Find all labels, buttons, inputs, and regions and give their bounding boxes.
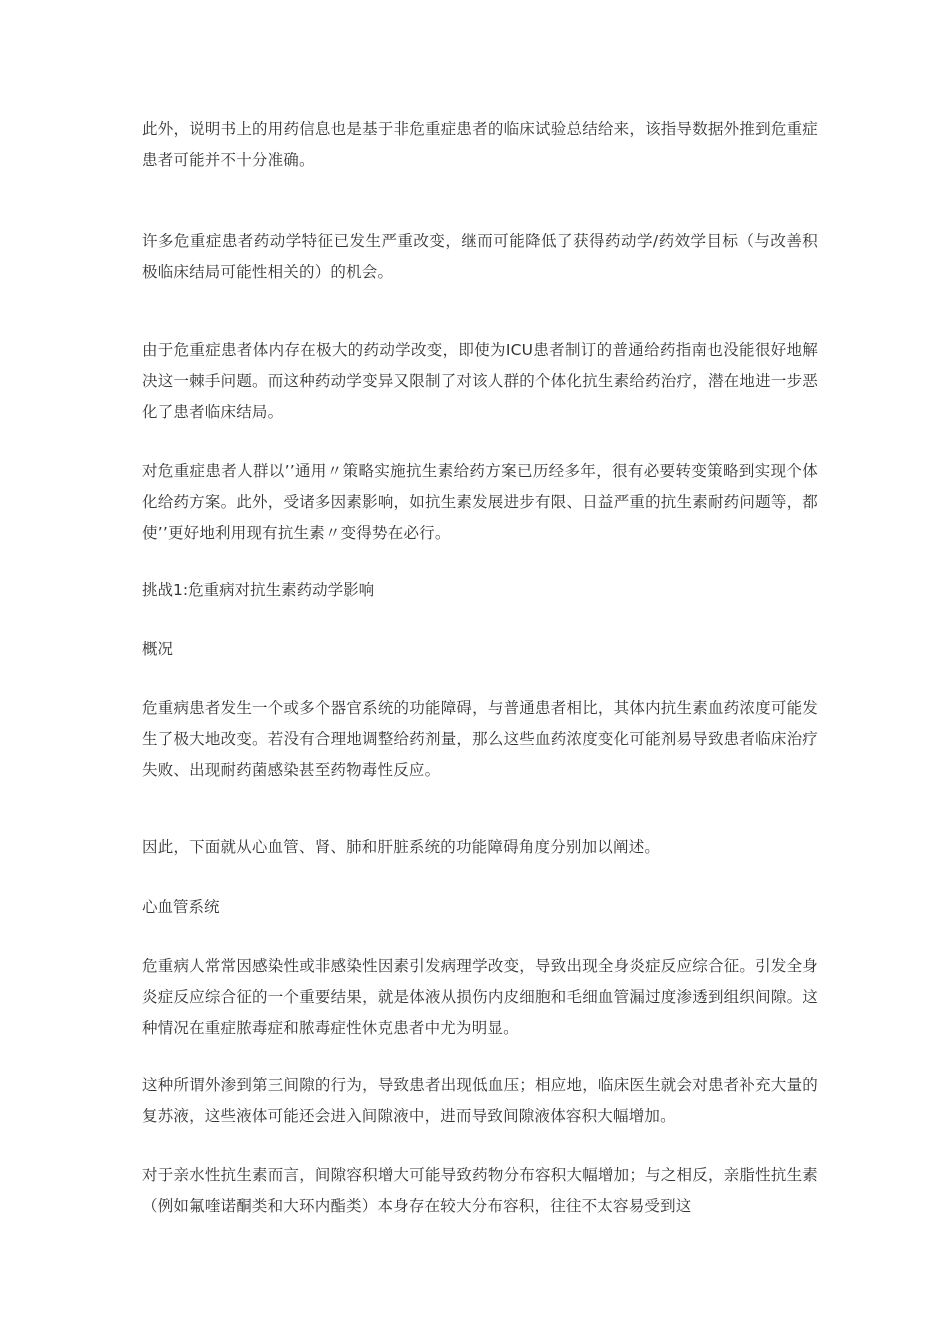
paragraph-3: 由于危重症患者体内存在极大的药动学改变，即使为ICU患者制订的普通给药指南也没能很好地解决这一棘手问题。而这种药动学变异又限制了对该人群的个体化抗生素给药治疗，潜在地进一步恶化了患者临床结局。 (142, 341, 818, 421)
paragraph-4: 对危重症患者人群以’’通用〃策略实施抗生素给药方案已历经多年，很有必要转变策略到实现个体化给药方案。此外，受诸多因素影响，如抗生素发展进步有限、日益严重的抗生素耐药问题等，都使’’更好地利用现有抗生素〃变得势在必行。 (142, 462, 818, 542)
section-heading-challenge-1: 挑战1:危重病对抗生素药动学影响 (142, 581, 375, 599)
paragraph-6: 因此，下面就从心血管、肾、肺和肝脏系统的功能障碍角度分别加以阐述。 (142, 838, 661, 856)
paragraph-8: 这种所谓外渗到第三间隙的行为，导致患者出现低血压；相应地，临床医生就会对患者补充大量的复苏液，这些液体可能还会进入间隙液中，进而导致间隙液体容积大幅增加。 (142, 1076, 818, 1125)
paragraph-5: 危重病患者发生一个或多个器官系统的功能障碍，与普通患者相比，其体内抗生素血药浓度可能发生了极大地改变。若没有合理地调整给药剂量，那么这些血药浓度变化可能剂易导致患者临床治疗失败、出现耐药菌感染甚至药物毒性反应。 (142, 699, 818, 779)
paragraph-7: 危重病人常常因感染性或非感染性因素引发病理学改变，导致出现全身炎症反应综合征。引发全身炎症反应综合征的一个重要结果，就是体液从损伤内皮细胞和毛细血管漏过度渗透到组织间隙。这种情况在重症脓毒症和脓毒症性休克患者中尤为明显。 (142, 957, 818, 1037)
paragraph-1: 此外，说明书上的用药信息也是基于非危重症患者的临床试验总结给来，该指导数据外推到危重症患者可能并不十分准确。 (142, 120, 818, 169)
paragraph-9: 对于亲水性抗生素而言，间隙容积增大可能导致药物分布容积大幅增加；与之相反，亲脂性抗生素（例如氟喹诺酮类和大环内酯类）本身存在较大分布容积，往往不太容易受到这 (142, 1166, 818, 1215)
paragraph-2: 许多危重症患者药动学特征已发生严重改变，继而可能降低了获得药动学/药效学目标（与改善积极临床结局可能性相关的）的机会。 (142, 232, 818, 281)
subheading-overview: 概况 (142, 640, 174, 658)
subheading-cardiovascular: 心血管系统 (142, 898, 220, 916)
